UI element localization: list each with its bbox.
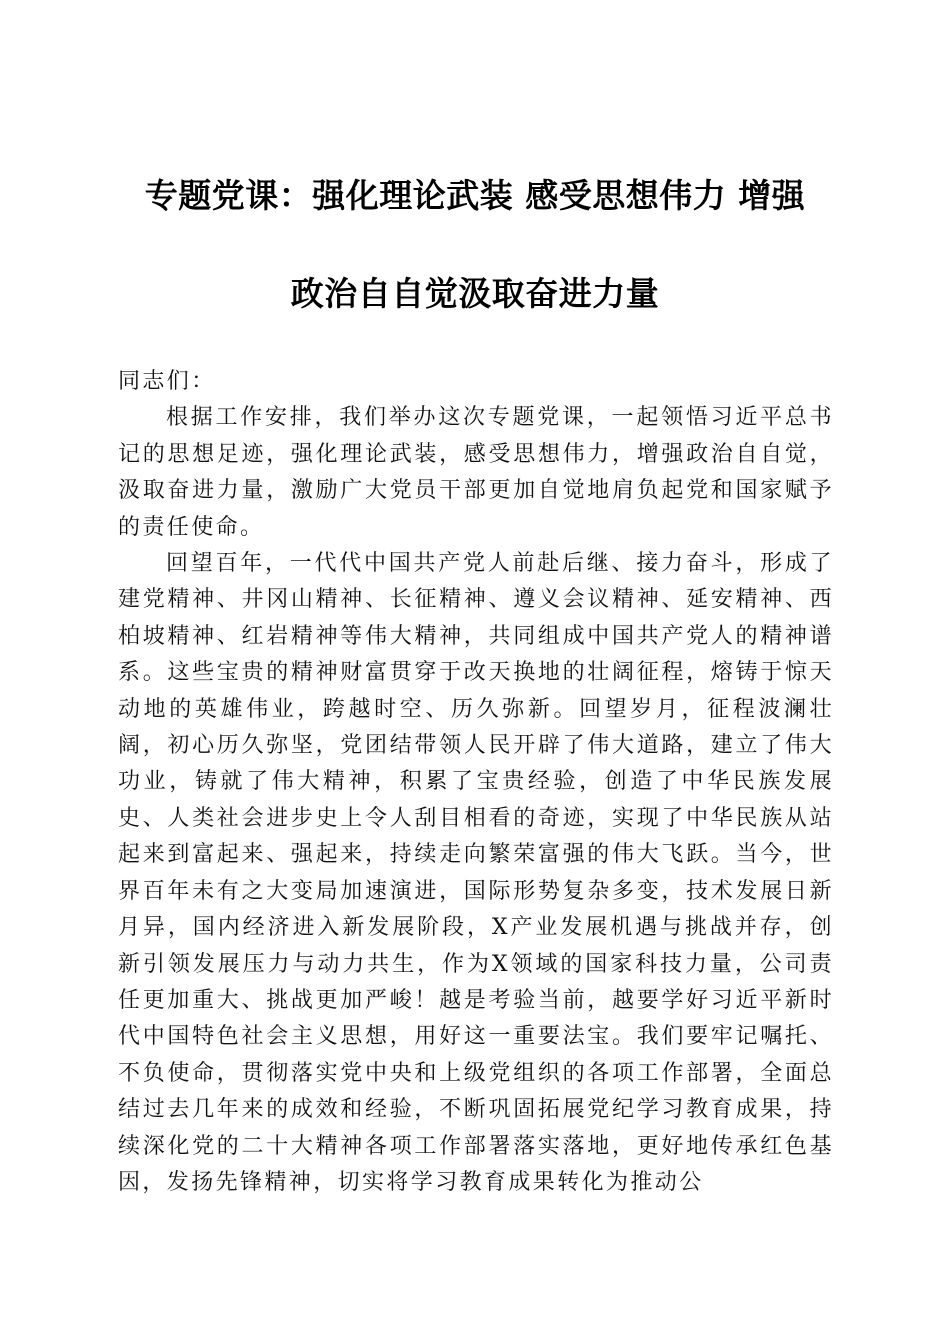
paragraph-1: 根据工作安排，我们举办这次专题党课，一起领悟习近平总书记的思想足迹，强化理论武装，感受思想伟力，增强政治自自觉，汲取奋进力量，激励广大党员干部更加自觉地肩负起党和国家赋予的责任使命。: [118, 405, 834, 540]
document-title-line-1: 专题党课：强化理论武装 感受思想伟力 增强: [144, 176, 806, 215]
paragraph-2: 回望百年，一代代中国共产党人前赴后继、接力奋斗，形成了建党精神、井冈山精神、长征精神、遵义会议精神、延安精神、西柏坡精神、红岩精神等伟大精神，共同组成中国共产党人的精神谱系。这些宝贵的精神财富贯穿于改天换地的壮阔征程，熔铸于惊天动地的英雄伟业，跨越时空、历久弥新。回望岁月，征程波澜壮阔，初心历久弥坚，党团结带领人民开辟了伟大道路，建立了伟大功业，铸就了伟大精神，积累了宝贵经验，创造了中华民族发展史、人类社会进步史上令人刮目相看的奇迹，实现了中华民族从站起来到富起来、强起来，持续走向繁荣富强的伟大飞跃。当今，世界百年未有之大变局加速演进，国际形势复杂多变，技术发展日新月异，国内经济进入新发展阶段，X产业发展机遇与挑战并存，创新引领发展压力与动力共生，作为X领域的国家科技力量，公司责任更加重大、挑战更加严峻！越是考验当前，越要学好习近平新时代中国特色社会主义思想，用好这一重要法宝。我们要牢记嘱托、不负使命，贯彻落实党中央和上级党组织的各项工作部署，全面总结过去几年来的成效和经验，不断巩固拓展党纪学习教育成果，持续深化党的二十大精神各项工作部署落实落地，更好地传承红色基因，发扬先锋精神，切实将学习教育成果转化为推动公: [118, 551, 834, 1195]
document-body: [118, 364, 834, 1201]
document-title-line-2: 政治自自觉汲取奋进力量: [290, 274, 660, 313]
salutation: 同志们：: [118, 369, 216, 394]
